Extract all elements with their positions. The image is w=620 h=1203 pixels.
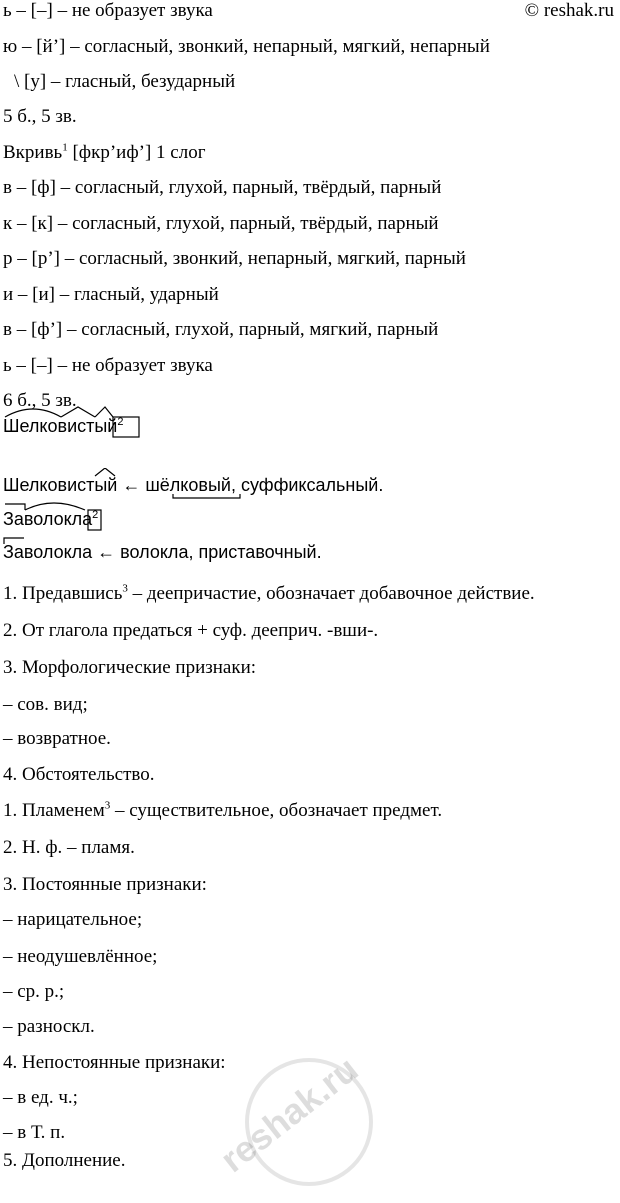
text-line: 4. Непостоянные признаки: [3,1052,226,1073]
text-line: – разноскл. [3,1016,95,1037]
text-line: – в Т. п. [3,1122,66,1143]
prefix-mark-icon [0,536,620,548]
text-line: – возвратное. [3,728,111,749]
text-span: 1. Предавшись [3,583,123,604]
text-line: ю – [й’] – согласный, звонкий, непарный, мягкий, непарный [3,36,490,57]
morpheme-parse-1 [3,415,123,437]
footnote-mark: 2 [92,509,99,521]
text-line: ь – [–] – не образует звука [3,355,213,376]
text-line: – ср. р.; [3,981,65,1002]
text-line: 2. От глагола предаться + суф. дееприч. -вши-. [3,620,379,641]
text-line: – нарицательное; [3,909,143,930]
text-line: \ [у] – гласный, безударный [14,71,236,92]
text-line [3,142,206,164]
text-line: – сов. вид; [3,694,88,715]
derivation-line-2: Заволокла ← волокла, приставочный. [3,542,322,562]
text-line: 2. Н. ф. – пламя. [3,837,135,858]
text-line: 5 б., 5 зв. [3,106,77,127]
text-line: и – [и] – гласный, ударный [3,284,219,305]
text-line: 3. Постоянные признаки: [3,874,207,895]
text-line: р – [р’] – согласный, звонкий, непарный, мягкий, парный [3,248,466,269]
footnote-mark: 3 [104,799,111,812]
derivation-line-1: Шелковистый ← шёлковый, суффиксальный. [3,475,384,495]
text-line: к – [к] – согласный, глухой, парный, твёрдый, парный [3,213,439,234]
text-line: 3. Морфологические признаки: [3,657,257,678]
text-line: 5. Дополнение. [3,1150,126,1171]
text-span: – деепричастие, обозначает добавочное действие. [127,583,535,604]
text-line: 6 б., 5 зв. [3,390,77,411]
parsed-word: Заволокла [3,509,93,529]
watermark: reshak.ru [212,1048,366,1181]
word: Вкривь [3,142,63,163]
morpheme-marks-icon [3,496,113,526]
morpheme-parse-2 [3,508,98,530]
text-span: – существительное, обозначает предмет. [110,800,443,821]
transcription: [фкр’иф’] 1 слог [67,142,206,163]
text-line: в – [ф] – согласный, глухой, парный, твёрдый, парный [3,177,442,198]
footnote-mark: 2 [117,416,124,428]
morpheme-marks-icon [3,403,143,433]
site-credit: © reshak.ru [524,0,614,21]
text-line: – в ед. ч.; [3,1087,78,1108]
text-line: ь – [–] – не образует звука [3,0,213,21]
parsed-word: Шелковистый [3,416,118,436]
footnote-mark: 1 [62,141,68,154]
footnote-mark: 3 [122,582,128,595]
text-line: 4. Обстоятельство. [3,764,155,785]
text-line: в – [ф’] – согласный, глухой, парный, мягкий, парный [3,319,439,340]
text-span: 1. Пламенем [3,800,105,821]
text-line [3,800,442,822]
text-line [3,583,535,605]
watermark-circle [245,1058,373,1186]
text-line: – неодушевлённое; [3,946,158,967]
